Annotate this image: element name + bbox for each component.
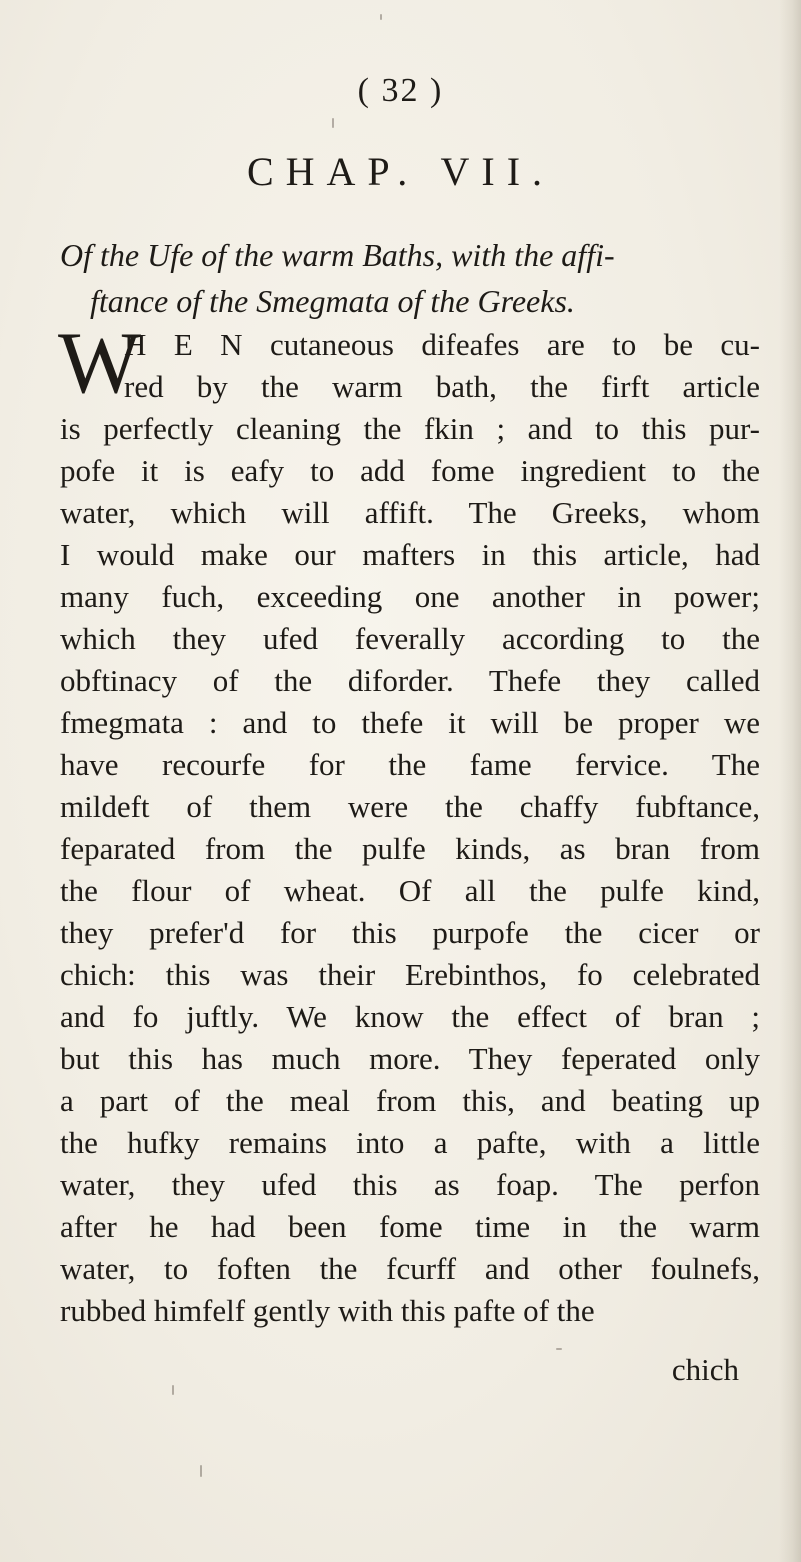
text-line: red by the warm bath, the firft article: [124, 369, 760, 404]
subtitle-line-1: Of the Ufe of the warm Baths, with the affi-: [60, 237, 615, 273]
text-line: the hufky remains into a pafte, with a little: [60, 1125, 760, 1160]
paper-speck: [380, 14, 382, 20]
subtitle-line-2: ftance of the Smegmata of the Greeks.: [90, 283, 575, 319]
page-number: ( 32 ): [357, 72, 444, 109]
paper-speck: [200, 1465, 202, 1477]
text-line: they prefer'd for this purpofe the cicer or: [60, 915, 760, 950]
catchword: chich: [671, 1352, 739, 1387]
text-line: many fuch, exceeding one another in power;: [60, 579, 760, 614]
text-line: have recourfe for the fame fervice. The: [60, 747, 760, 782]
text-line: is perfectly cleaning the fkin ; and to this pur-: [60, 411, 760, 446]
text-line: water, to foften the fcurff and other foulnefs,: [60, 1251, 760, 1286]
text-line: I would make our mafters in this article, had: [60, 537, 760, 572]
text-line: rubbed himfelf gently with this pafte of the: [60, 1293, 595, 1328]
text-line: water, which will affift. The Greeks, whom: [60, 495, 760, 530]
paper-speck: [332, 118, 334, 128]
text-line: water, they ufed this as foap. The perfon: [60, 1167, 760, 1202]
text-line: fmegmata : and to thefe it will be proper we: [60, 705, 760, 740]
body-paragraph: [60, 324, 760, 1332]
text-line: mildeft of them were the chaffy fubftance,: [60, 789, 760, 824]
text-line: but this has much more. They feperated only: [60, 1041, 760, 1076]
drop-cap: W: [58, 315, 138, 412]
text-line: a part of the meal from this, and beating up: [60, 1083, 760, 1118]
text-line: and fo juftly. We know the effect of bran ;: [60, 999, 760, 1034]
text-line: pofe it is eafy to add fome ingredient to the: [60, 453, 760, 488]
text-line: after he had been fome time in the warm: [60, 1209, 760, 1244]
text-line: which they ufed feverally according to the: [60, 621, 760, 656]
text-line: obftinacy of the diforder. Thefe they called: [60, 663, 760, 698]
text-line: H E N cutaneous difeafes are to be cu-: [124, 327, 760, 362]
page-edge-shadow: [779, 0, 801, 1562]
text-line: chich: this was their Erebinthos, fo celebrated: [60, 957, 760, 992]
text-line: feparated from the pulfe kinds, as bran from: [60, 831, 760, 866]
text-line: the flour of wheat. Of all the pulfe kind,: [60, 873, 760, 908]
paper-speck: [172, 1385, 174, 1395]
chapter-subtitle: [60, 232, 750, 324]
paper-speck: [556, 1348, 562, 1350]
chapter-heading: CHAP. VII.: [246, 149, 555, 194]
